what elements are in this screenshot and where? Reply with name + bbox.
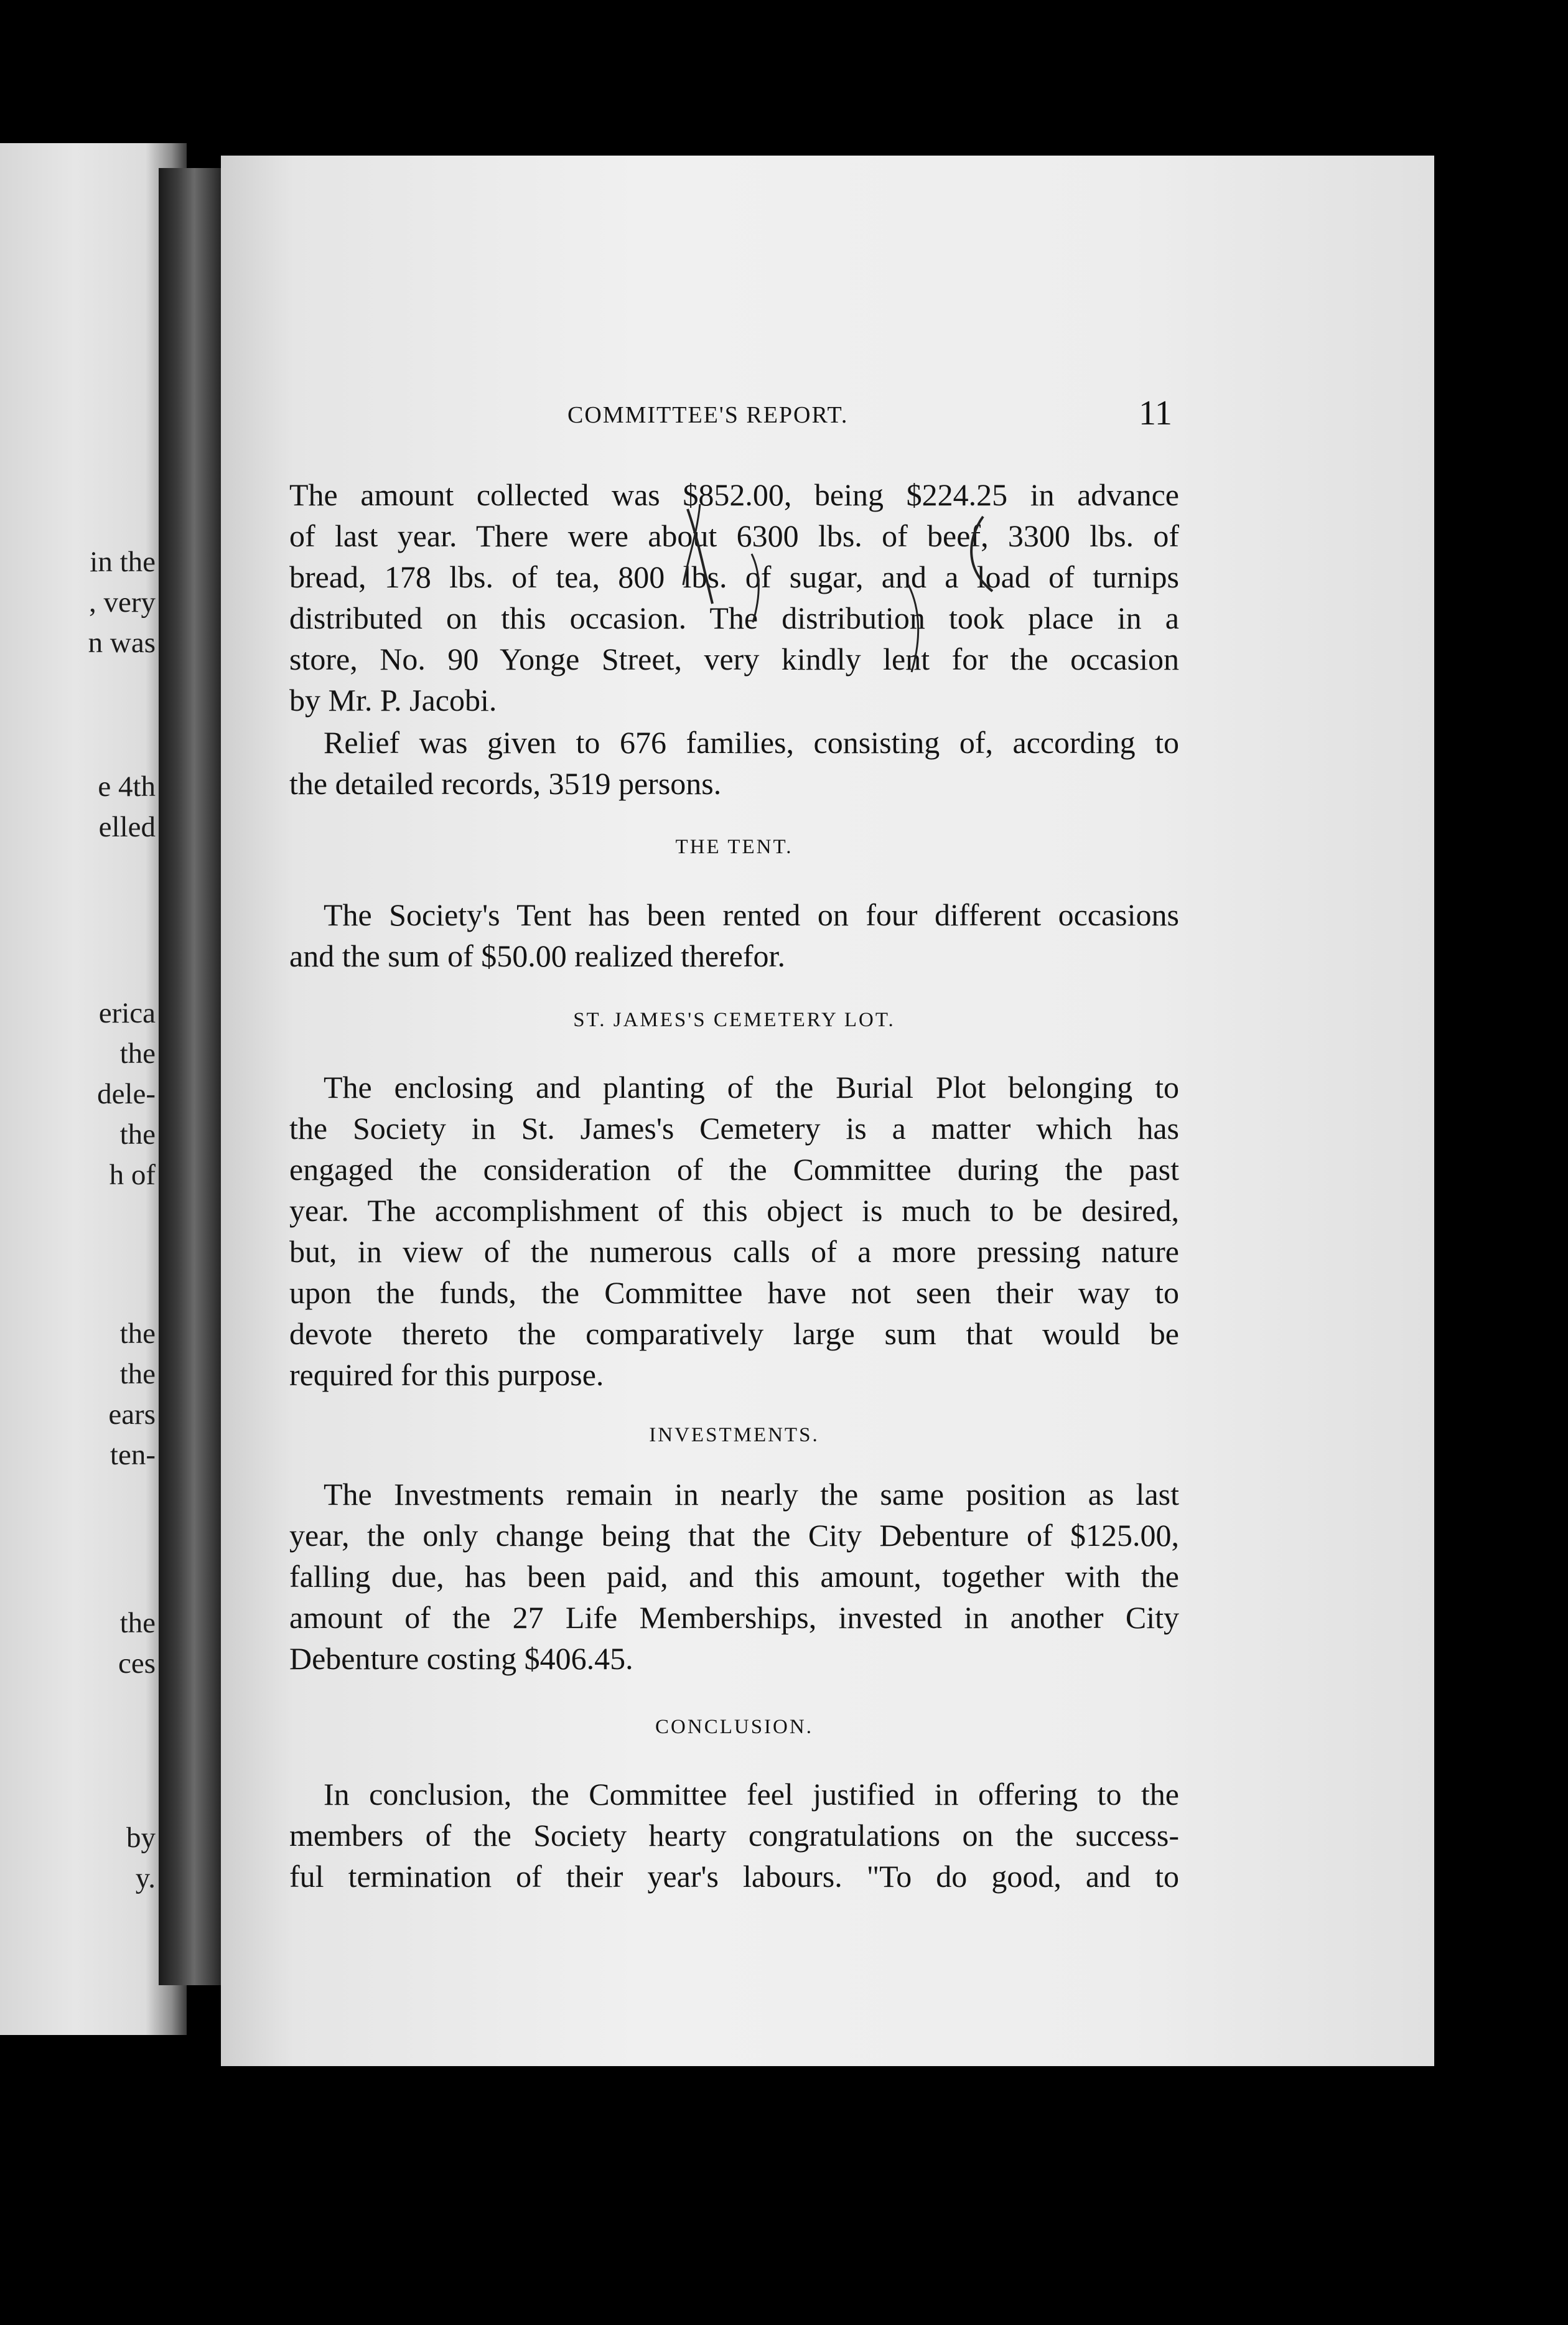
facing-page-line: , very xyxy=(88,586,156,619)
text-line: by Mr. P. Jacobi. xyxy=(289,683,497,718)
text-line: In conclusion, the Committee feel justified in offering to the xyxy=(324,1777,1179,1812)
page-number: 11 xyxy=(1139,394,1172,433)
facing-page-line: y. xyxy=(135,1862,156,1894)
text-line: and the sum of $50.00 realized therefor. xyxy=(289,938,785,973)
text-line: The enclosing and planting of the Burial Plot belonging to xyxy=(324,1070,1179,1105)
text-line: engaged the consideration of the Committee during the past xyxy=(289,1152,1179,1187)
section-heading: INVESTMENTS. xyxy=(649,1424,819,1446)
facing-page-line: ten- xyxy=(110,1439,156,1471)
facing-page-line: the xyxy=(119,1317,156,1350)
text-line: distributed on this occasion. The distribution took place in a xyxy=(289,601,1179,635)
facing-page-line: h of xyxy=(109,1159,156,1191)
text-line: Debenture costing $406.45. xyxy=(289,1641,633,1676)
facing-page-line: in the xyxy=(90,546,156,578)
section-heading: CONCLUSION. xyxy=(655,1716,813,1738)
facing-page-line: ces xyxy=(118,1647,156,1680)
text-line: year, the only change being that the City Debenture of $125.00, xyxy=(289,1518,1179,1553)
text-line: year. The accomplishment of this object is much to be desired, xyxy=(289,1193,1179,1228)
text-line: bread, 178 lbs. of tea, 800 lbs. of sugar, and a load of turnips xyxy=(289,559,1179,594)
text-line: but, in view of the numerous calls of a more pressing nature xyxy=(289,1234,1179,1269)
facing-page-line: erica xyxy=(98,997,156,1029)
text-line: upon the funds, the Committee have not seen their way to xyxy=(289,1275,1179,1310)
facing-page-line: ears xyxy=(108,1398,156,1431)
text-line: ful termination of their year's labours. "To do good, and to xyxy=(289,1859,1179,1894)
facing-page-line: by xyxy=(126,1822,156,1854)
text-line: falling due, has been paid, and this amount, together with the xyxy=(289,1559,1179,1594)
facing-page-line: dele- xyxy=(97,1078,156,1110)
facing-page-line: the xyxy=(119,1358,156,1390)
facing-page-line: e 4th xyxy=(98,770,156,803)
text-line: devote thereto the comparatively large sum that would be xyxy=(289,1316,1179,1351)
text-line: required for this purpose. xyxy=(289,1357,604,1392)
text-line: Relief was given to 676 families, consisting of, according to xyxy=(324,725,1179,760)
section-heading: ST. JAMES'S CEMETERY LOT. xyxy=(573,1009,895,1031)
text-line: The Investments remain in nearly the same position as last xyxy=(324,1477,1179,1512)
facing-page-line: n was xyxy=(88,627,156,659)
text-line: store, No. 90 Yonge Street, very kindly lent for the occasion xyxy=(289,642,1179,676)
facing-page-line: the xyxy=(119,1607,156,1639)
text-line: members of the Society hearty congratulations on the success- xyxy=(289,1818,1179,1853)
facing-page-line: the xyxy=(119,1037,156,1070)
book-gutter xyxy=(159,168,227,1985)
text-line: amount of the 27 Life Memberships, invested in another City xyxy=(289,1600,1179,1635)
section-heading: THE TENT. xyxy=(675,836,793,858)
text-line: the Society in St. James's Cemetery is a matter which has xyxy=(289,1111,1179,1146)
running-head: COMMITTEE'S REPORT. xyxy=(567,402,849,428)
facing-page-line: the xyxy=(119,1118,156,1151)
text-line: of last year. There were about 6300 lbs. of beef, 3300 lbs. of xyxy=(289,518,1179,553)
text-line: The amount collected was $852.00, being $224.25 in advance xyxy=(289,477,1179,512)
text-line: The Society's Tent has been rented on four different occasions xyxy=(324,897,1179,932)
facing-page-line: elled xyxy=(98,811,156,843)
text-line: the detailed records, 3519 persons. xyxy=(289,766,722,801)
